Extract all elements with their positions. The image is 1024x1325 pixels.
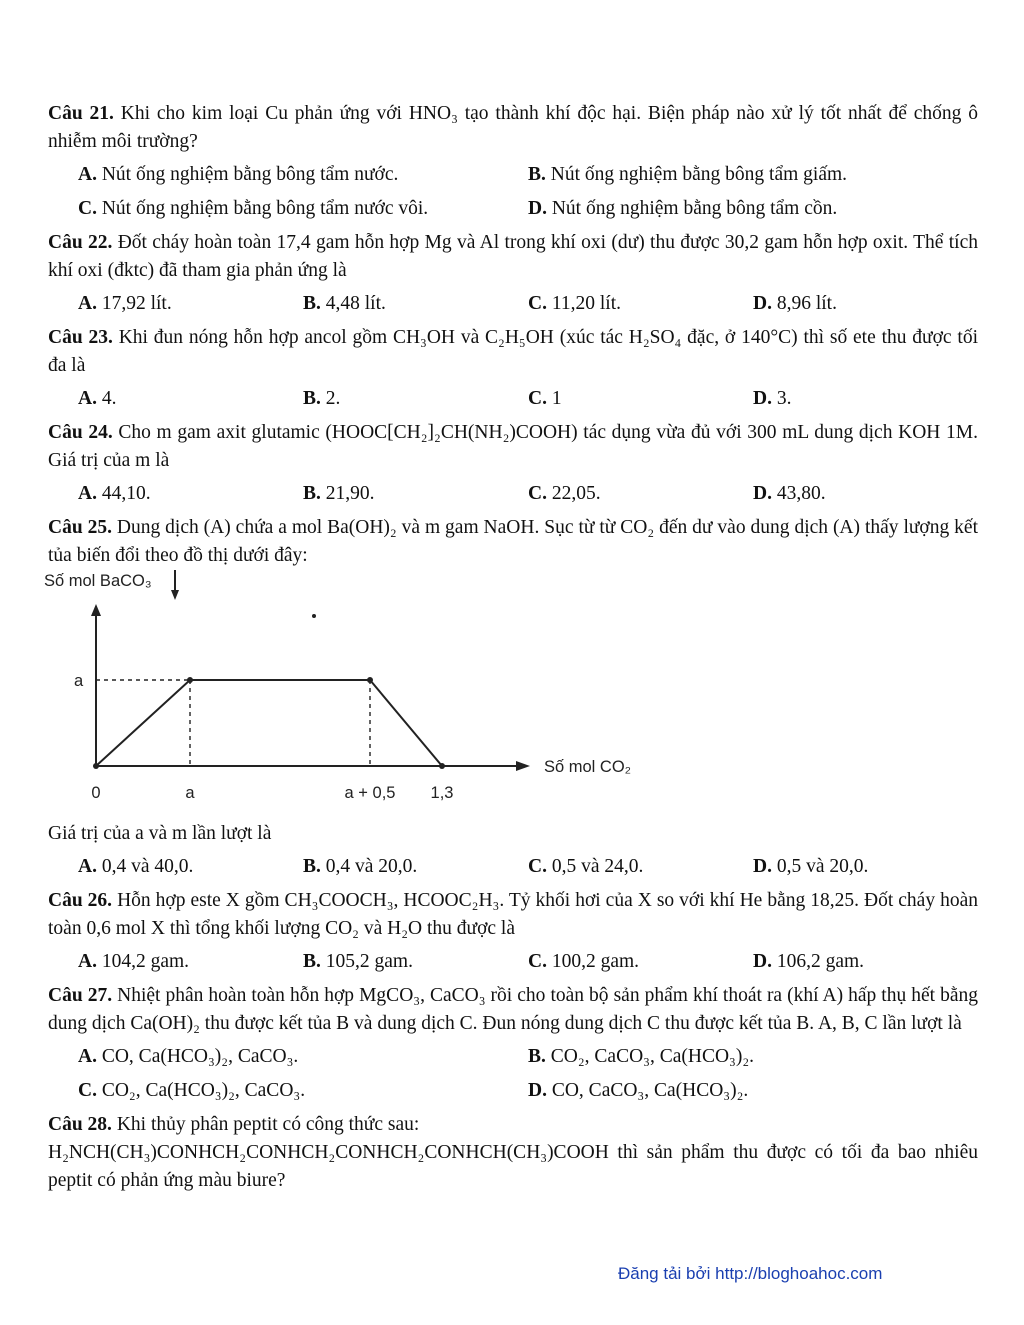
question-number: Câu 27.	[48, 985, 113, 1006]
options-25	[78, 853, 978, 881]
question-text: Khi thủy phân peptit có công thức sau:	[111, 1114, 420, 1135]
precipitate-graph	[44, 570, 978, 820]
question-number: Câu 22.	[48, 232, 113, 253]
question-23	[48, 324, 978, 380]
options-23	[78, 385, 978, 413]
option-a[interactable]: A. 104,2 gam.	[78, 951, 190, 972]
option-b[interactable]: B. Nút ống nghiệm bằng bông tẩm giấm.	[528, 164, 848, 185]
option-c[interactable]: C. 0,5 và 24,0.	[528, 856, 644, 877]
question-26	[48, 887, 978, 943]
question-number: Câu 25.	[48, 517, 112, 538]
graph-svg	[44, 570, 684, 820]
question-27	[48, 982, 978, 1038]
option-c[interactable]: C. 1	[528, 388, 562, 409]
option-b[interactable]: B. 0,4 và 20,0.	[303, 856, 418, 877]
option-d[interactable]: D. 0,5 và 20,0.	[753, 856, 869, 877]
x-tick-label: a	[185, 784, 195, 802]
option-a[interactable]: A. 44,10.	[78, 483, 151, 504]
x-tick-label: a + 0,5	[344, 784, 396, 802]
option-c[interactable]: C. 11,20 lít.	[528, 293, 621, 314]
data-point-1	[187, 677, 193, 683]
option-d[interactable]: D. 106,2 gam.	[753, 951, 865, 972]
x-axis-label: Số mol CO₂	[544, 758, 632, 776]
question-text: Dung dịch (A) chứa a mol Ba(OH)₂ và m gam NaOH. Sục từ từ CO₂ đến dư vào dung dịch (A) thấy lượng kết tủa biến đổi theo đồ thị dưới đây:	[48, 517, 978, 566]
y-tick-label: a	[74, 672, 84, 690]
option-d[interactable]: D. 8,96 lít.	[753, 293, 837, 314]
options-22	[78, 290, 978, 318]
question-text: Khi cho kim loại Cu phản ứng với HNO₃ tạo thành khí độc hại. Biện pháp nào xử lý tốt nhất để chống ô nhiễm môi trường?	[48, 103, 978, 152]
question-text: Khi đun nóng hỗn hợp ancol gồm CH₃OH và C₂H₅OH (xúc tác H₂SO₄ đặc, ở 140°C) thì số ete thu được tối đa là	[48, 327, 979, 376]
option-a[interactable]: A. 4.	[78, 388, 117, 409]
option-a[interactable]: A. Nút ống nghiệm bằng bông tẩm nước.	[78, 164, 399, 185]
question-text: Cho m gam axit glutamic (HOOC[CH₂]₂CH(NH₂)COOH) tác dụng vừa đủ với 300 mL dung dịch KOH 1M. Giá trị của m là	[48, 422, 978, 471]
option-b[interactable]: B. 21,90.	[303, 483, 375, 504]
x-tick-label: 0	[91, 784, 101, 802]
question-28-formula: H₂NCH(CH₃)CONHCH₂CONHCH₂CONHCH₂CONHCH(CH₃)COOH thì sản phẩm thu được có tối đa bao nhiêu peptit có phản ứng màu biure?	[48, 1142, 978, 1191]
options-21	[78, 161, 978, 189]
question-number: Câu 24.	[48, 422, 113, 443]
options-26	[78, 948, 978, 976]
option-c[interactable]: C. 100,2 gam.	[528, 951, 640, 972]
option-c[interactable]: C. CO₂, Ca(HCO₃)₂, CaCO₃.	[78, 1080, 306, 1101]
option-b[interactable]: B. CO₂, CaCO₃, Ca(HCO₃)₂.	[528, 1046, 754, 1067]
question-text: Nhiệt phân hoàn toàn hỗn hợp MgCO₃, CaCO₃ rồi cho toàn bộ sản phẩm khí thoát ra (khí A) hấp thụ hết bằng dung dịch Ca(OH)₂ thu được kết tủa B và dung dịch C. Đun nóng dung dịch C thu được kết tủa B. A, B, C lần lượt là	[48, 985, 978, 1034]
series-line	[96, 680, 442, 766]
option-c[interactable]: C. Nút ống nghiệm bằng bông tẩm nước vôi.	[78, 198, 429, 219]
option-d[interactable]: D. Nút ống nghiệm bằng bông tẩm cồn.	[528, 198, 838, 219]
footer-credit[interactable]: Đăng tải bởi http://bloghoahoc.com	[618, 1264, 883, 1283]
option-a[interactable]: A. 17,92 lít.	[78, 293, 172, 314]
question-22	[48, 229, 978, 285]
question-25	[48, 514, 978, 570]
options-24	[78, 480, 978, 508]
data-point-2	[367, 677, 373, 683]
option-d[interactable]: D. 3.	[753, 388, 792, 409]
option-c[interactable]: C. 22,05.	[528, 483, 601, 504]
question-text: Đốt cháy hoàn toàn 17,4 gam hỗn hợp Mg và Al trong khí oxi (dư) thu được 30,2 gam hỗn hợp oxit. Thể tích khí oxi (đktc) đã tham gia phản ứng là	[48, 232, 978, 281]
option-a[interactable]: A. CO, Ca(HCO₃)₂, CaCO₃.	[78, 1046, 299, 1067]
option-a[interactable]: A. 0,4 và 40,0.	[78, 856, 194, 877]
stray-dot	[312, 614, 316, 618]
question-number: Câu 21.	[48, 103, 114, 124]
y-axis-arrow	[91, 604, 101, 616]
data-point-0	[93, 763, 99, 769]
option-d[interactable]: D. 43,80.	[753, 483, 826, 504]
options-21b	[78, 195, 978, 223]
question-25-prompt: Giá trị của a và m lần lượt là	[48, 823, 272, 844]
y-label-arrow-head	[171, 590, 179, 600]
x-tick-label: 1,3	[430, 784, 454, 802]
option-b[interactable]: B. 4,48 lít.	[303, 293, 386, 314]
question-21	[48, 100, 978, 156]
option-d[interactable]: D. CO, CaCO₃, Ca(HCO₃)₂.	[528, 1080, 749, 1101]
option-b[interactable]: B. 2.	[303, 388, 341, 409]
option-b[interactable]: B. 105,2 gam.	[303, 951, 413, 972]
exam-page	[44, 100, 979, 1195]
options-27b	[78, 1077, 978, 1105]
data-point-3	[439, 763, 445, 769]
question-number: Câu 26.	[48, 890, 113, 911]
question-28	[48, 1111, 978, 1139]
x-axis-arrow	[516, 761, 530, 771]
y-axis-label: Số mol BaCO₃	[44, 572, 152, 590]
options-27	[78, 1043, 978, 1071]
question-24	[48, 419, 978, 475]
question-number: Câu 28.	[48, 1114, 112, 1135]
question-text: Hỗn hợp este X gồm CH₃COOCH₃, HCOOC₂H₃. Tỷ khối hơi của X so với khí He bằng 18,25. Đốt cháy hoàn toàn 0,6 mol X thì tổng khối lượng CO₂ và H₂O thu được là	[48, 890, 978, 939]
question-number: Câu 23.	[48, 327, 113, 348]
